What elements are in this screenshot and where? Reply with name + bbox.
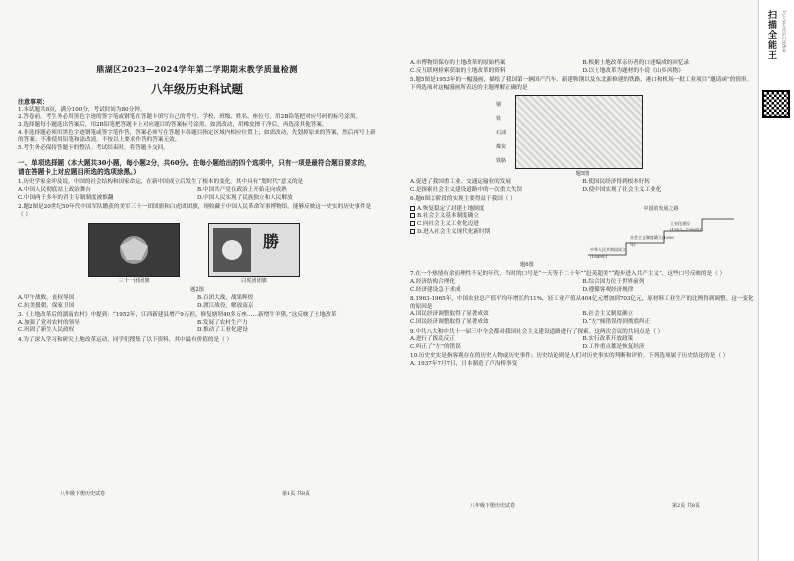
option: A.进行了拨乱反正 — [410, 336, 455, 343]
note-item: 3.选择题每小题选出答案后，用2B铅笔把答题卡上对应题目的答案标号涂黑，如需改动，用橡皮擦干净后，再选涂其他答案。 — [18, 121, 328, 128]
question-1: 1.历史学家金冲及说，中国的社会结构和国家命运，在新中国成立后发生了根本的变化。其中具有“划时代”意义的是 — [18, 179, 304, 186]
scanner-app-sidebar — [758, 0, 794, 561]
question-1-options — [18, 187, 376, 202]
footer-page: 第2页 共8页 — [672, 503, 700, 509]
option: C.巩固了新生人民政权 — [18, 327, 75, 334]
question-5-options — [410, 179, 755, 194]
footer-page: 第1页 共8页 — [282, 491, 310, 497]
question-7-options — [410, 279, 755, 294]
option: D.渡江战役，解放南京 — [197, 302, 254, 309]
footer-subject: 八年级下册历史试卷 — [470, 503, 516, 509]
qr-code-icon — [762, 90, 790, 118]
figure-caption-b: 白虎团团旗 — [241, 277, 267, 284]
step-label: (1953—1956年) — [670, 226, 702, 232]
left-footer — [60, 490, 310, 497]
option: B.根据土地改革亲历者的口述编成的回忆录 — [582, 60, 690, 66]
step-label: 工业化建设 — [670, 220, 690, 226]
option: B.综合国力位于世界前列 — [582, 278, 645, 285]
option: A.恢复稳定了封建土地制度 — [410, 206, 580, 214]
right-footer — [470, 502, 700, 509]
question-9-options — [410, 336, 755, 351]
question-8-options — [410, 311, 755, 326]
checkbox-icon — [410, 229, 415, 234]
exam-title: 八年级历史科试题 — [151, 81, 243, 96]
question-10: 10.历史史实是指客观存在的历史人物或历史事件；历史结论则是人们对历史事实的判断和评价。下列选项属于历史结论的是（ ） — [410, 353, 729, 360]
figure-2 — [88, 223, 376, 284]
option: A.加强了党对农村的领导 — [18, 319, 80, 326]
checkbox-icon — [410, 206, 415, 211]
note-item: 2.答卷前，考生务必用黑色字迹的签字笔或钢笔在答题卡填写自己的考号、学校、班级、姓名、座位号。用2B铅笔把对应号码的标号涂黑。 — [18, 114, 362, 121]
cartoon-label: 煤炭 — [496, 144, 507, 151]
question-5: 5.题5图是1953年的一幅漫画，描绘了我国第一辆国产汽车、新建鞍钢以及东北新修建的铁路、港口和机场一批工业项目“邀请函”的情形。下列选项对这幅漫画所表达的主题理解正确的是 — [410, 77, 753, 91]
question-9: 9.中共八大和中共十一届三中全会都对我国社会主义建设道路进行了探索。这两次会议的共同点是（ ） — [410, 328, 664, 335]
flag-image-31st-regiment — [88, 223, 180, 284]
option: B.中国共产党在政治上开始走向成熟 — [197, 186, 287, 193]
notes-title: 注意事项： — [18, 99, 49, 107]
cartoon-label: 钢 — [496, 102, 502, 109]
notes-list — [18, 107, 376, 153]
exam-header: 鼎湖区2023—2024学年第二学期期末教学质量检测 — [96, 64, 298, 74]
flag-text: 勝 — [263, 232, 280, 252]
option: C.是探索社会主义建设道路中的一次重大失误 — [410, 186, 523, 193]
option: D.以土地改革为题材的小说《山乡风物》 — [582, 67, 684, 74]
option: D.中国人民实现了民族独立和人民解放 — [197, 194, 293, 201]
exam-page-left — [18, 52, 376, 344]
option: B.社会主义制度确立 — [582, 311, 634, 318]
app-brand: 扫描全能王 — [766, 10, 776, 60]
option: A.市博物馆保存的土地改革的原始档案 — [410, 60, 506, 66]
question-6-options — [410, 206, 580, 262]
footer-subject: 八年级下册历史试卷 — [60, 491, 106, 497]
question-6: 6.题6图②阶段的实现主要得益于我国（ ） — [410, 196, 516, 203]
option: A.中国人民彻底站上政治舞台 — [18, 186, 91, 193]
figure-5-caption: 题5图 — [575, 171, 590, 178]
note-item: 5.考生务必保持答题卡的整洁。考试结束时，将答题卡交回。 — [18, 144, 169, 151]
note-item: 4.非选择题必须用黑色字迹钢笔或签字笔作答，答案必须写在答题卡各题目指定区域内相应位置上；如需改动，先划掉原来的答案，然后再写上新的答案；不准使用铅笔和涂改液。不按以上要求作答的答案无效。 — [18, 129, 376, 144]
question-3: 3.《土地改革后的湖南农村》中提到：“1952年，江西新建县增产9万担，修复塘坝40多万座……新增牛羊猪。”这反映了土地改革 — [18, 312, 337, 319]
note-item: 1.本试题共8页，满分100分，考试时间为80分钟。 — [18, 106, 146, 113]
option: C.国民经济调整取得了显著成效 — [410, 318, 489, 325]
option: C.向社会主义工业化迈进 — [410, 221, 580, 229]
figure-2-caption: 题2图 — [190, 287, 204, 294]
question-2-options — [18, 295, 376, 310]
option: C.中国两千多年的君主专制制度被推翻 — [18, 194, 114, 201]
step-label: 社会主义制度确立(1956年) — [630, 234, 674, 248]
eagle-emblem-icon — [89, 224, 179, 276]
tiger-flag-icon — [209, 224, 299, 276]
option: C.抗美援朝，保家卫国 — [18, 302, 75, 309]
option: D.“左”倾错误得到彻底纠正 — [582, 318, 651, 325]
figure-caption-a: 三十一团团旗 — [118, 277, 150, 284]
option: B.使国民经济得到根本好转 — [582, 178, 650, 185]
option: C.反互联网检索获取的土地改革的资料 — [410, 67, 506, 74]
option: B.社会主义基本制度确立 — [410, 213, 580, 221]
exam-page-right — [410, 60, 755, 368]
option: C.经济建设急于求成 — [410, 286, 461, 293]
question-8: 8.1963-1965年，中国农业总产值平均年增长约11%，轻工业产值从404亿元增加到703亿元，原材料工业生产的比例得到调整。这一变化的原因是 — [410, 296, 754, 310]
cartoon-label: 石油 — [496, 130, 507, 137]
option: A.国民经济调整取得了显著成效 — [410, 311, 489, 318]
cartoon-label: 铁路 — [496, 158, 507, 165]
option: D.遵循客观经济规律 — [582, 286, 634, 293]
option: D.进入社会主义现代化新时期 — [410, 229, 580, 237]
option: A.甲午战败，丧权辱国 — [18, 294, 75, 301]
question-4-options — [410, 60, 755, 75]
option: D.推动了工业化建设 — [197, 327, 248, 334]
option: B.百团大战，战果辉煌 — [197, 294, 254, 301]
option: A. 1937年7月7日，日本制造了卢沟桥事变 — [410, 360, 518, 367]
option: A.经济结构合理化 — [410, 278, 455, 285]
step-label: 中华人民共和国成立(1949年) — [590, 246, 626, 260]
section-heading: 一、单项选择题（本大题共30小题，每小题2分，共60分。在每小题给出的四个选项中，只有一项是最符合题目要求的，请在答题卡上对应题目所选的选项涂黑。） — [18, 159, 371, 177]
figure-6-caption: 题6图 — [520, 261, 534, 268]
cartoon-label: 铁 — [496, 116, 502, 123]
option: C.纠正了“左”的错误 — [410, 343, 461, 350]
option: D.工作重点都是恢复经济 — [582, 343, 645, 350]
question-4: 4.为了深入学习和研究土地改革运动，同学们搜集了以下资料，其中最有价值的是（ ） — [18, 336, 233, 343]
flag-image-white-tiger — [208, 223, 300, 284]
staircase-diagram-6 — [586, 206, 736, 262]
question-3-options — [18, 320, 376, 335]
question-2: 2.题2图是20世纪50年代中国军队缴获的美军三十一团团旗和白虎团团旗，现收藏于中国人民革命军事博物馆。能够反映这一史实的历史事件是（ ） — [18, 204, 372, 218]
cartoon-image-5 — [496, 95, 643, 169]
option: B.实行改革开放政策 — [582, 336, 634, 343]
diagram-title: 中国的发展之路 — [643, 205, 679, 212]
option: D.使中国实现了社会主义工业化 — [582, 186, 662, 193]
checkbox-icon — [410, 213, 415, 218]
option: A.促进了我国重工业、交通运输业的发展 — [410, 178, 511, 185]
question-7: 7.在一个热情有余而理性不足的年代，当时的口号是“一天等于二十年”“赶英超美”“跑步进入共产主义”，这些口号反映的是（ ） — [410, 271, 726, 278]
question-6-block — [410, 206, 755, 262]
app-tagline: 3亿人都在用的扫描App — [782, 10, 787, 53]
checkbox-icon — [410, 221, 415, 226]
option: B.发展了农村生产力 — [197, 319, 248, 326]
